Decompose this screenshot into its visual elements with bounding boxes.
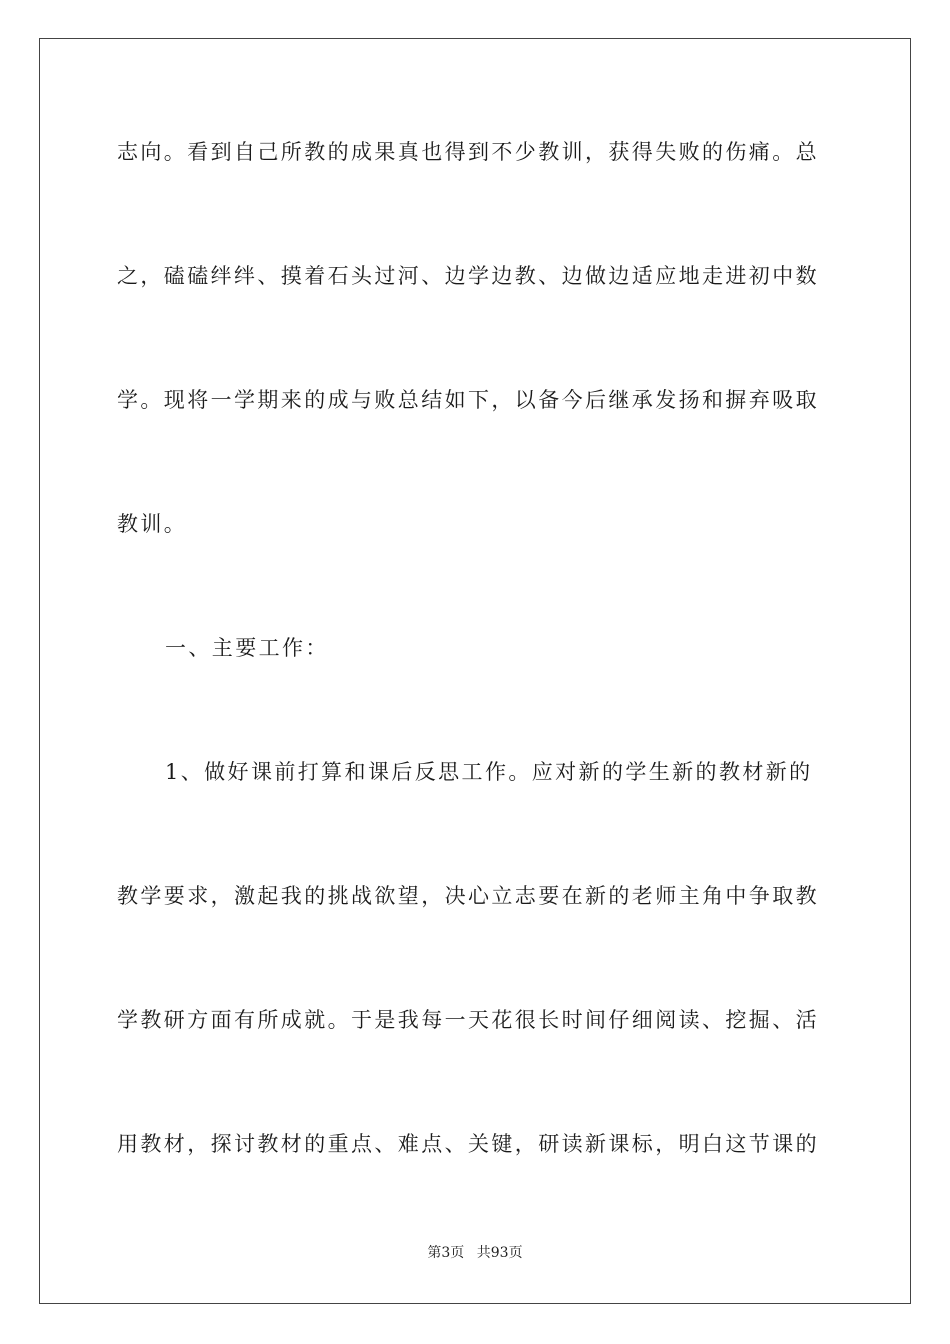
body-line-7: 教学要求，激起我的挑战欲望，决心立志要在新的老师主角中争取教 [117, 884, 819, 908]
body-line-6: 1、做好课前打算和课后反思工作。应对新的学生新的教材新的 [165, 760, 813, 784]
page-border [39, 38, 911, 1304]
page-footer [0, 1243, 950, 1263]
body-line-9: 用教材，探讨教材的重点、难点、关键，研读新课标，明白这节课的 [117, 1132, 819, 1156]
body-line-3: 学。现将一学期来的成与败总结如下，以备今后继承发扬和摒弃吸取 [117, 388, 819, 412]
page-total: 共93页 [476, 1245, 523, 1261]
body-line-1: 志向。看到自己所教的成果真也得到不少教训，获得失败的伤痛。总 [117, 140, 819, 164]
body-line-4: 教训。 [117, 512, 188, 536]
body-line-2: 之，磕磕绊绊、摸着石头过河、边学边教、边做边适应地走进初中数 [117, 264, 819, 288]
section-heading: 一、主要工作： [165, 636, 329, 660]
body-line-8: 学教研方面有所成就。于是我每一天花很长时间仔细阅读、挖掘、活 [117, 1008, 819, 1032]
page-number: 第3页 [427, 1245, 465, 1261]
